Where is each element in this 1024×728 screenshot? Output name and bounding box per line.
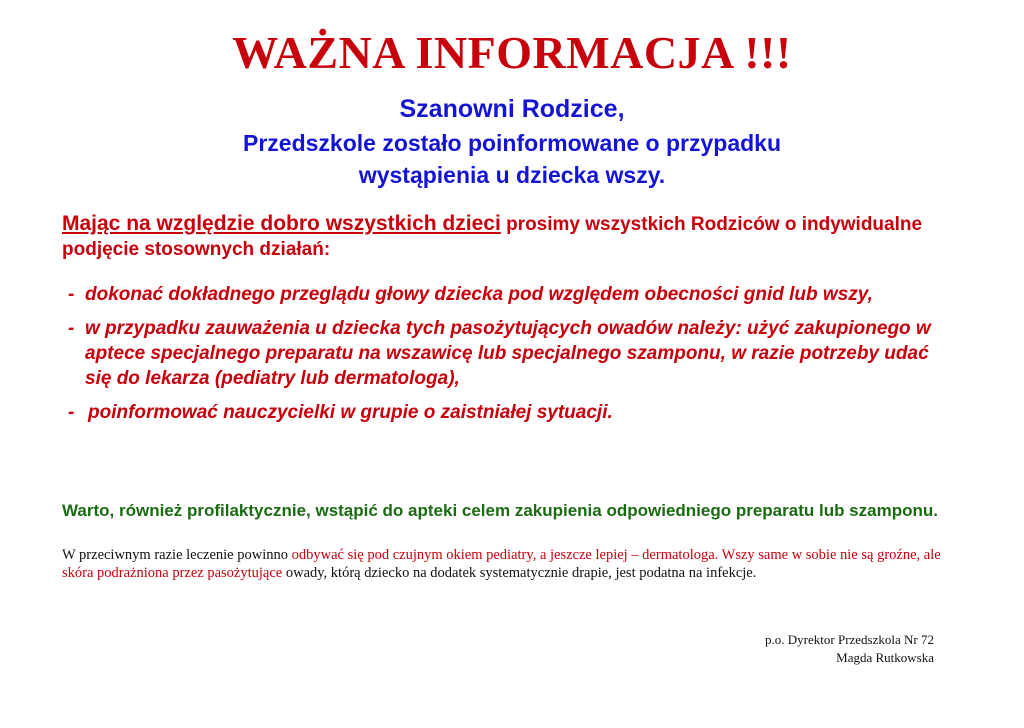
action-item-text: dokonać dokładnego przeglądu głowy dziecka pod względem obecności gnid lub wszy,: [85, 284, 873, 305]
signature-block: [765, 631, 934, 667]
list-dash: -: [68, 284, 75, 305]
note-text-part-2: odbywać się pod czujnym okiem pediatry, a jeszcze lepiej – dermatologa. Wszy same w sobie nie są groźne, ale skóra podrażniona przez pasożytujące: [62, 547, 941, 581]
page-title: WAŻNA INFORMACJA !!!: [232, 27, 792, 78]
action-item: [68, 282, 948, 307]
intro-text: prosimy wszystkich Rodziców o indywidualne podjęcie stosownych działań:: [62, 214, 923, 260]
action-item-text: w przypadku zauważenia u dziecka tych pasożytujących owadów należy: użyć zakupionego w aptece specjalnego preparatu na wszawicę lub specjalnego szamponu, w razie potrzeby udać się do lekarza (pediatry lub dermatologa),: [85, 318, 931, 389]
signature-title: p.o. Dyrektor Przedszkola Nr 72: [765, 632, 934, 647]
note-text-part-1: W przeciwnym razie leczenie powinno: [62, 547, 292, 563]
action-list: [68, 282, 948, 434]
greeting-salutation: Szanowni Rodzice,: [399, 95, 625, 123]
note-text-part-3: owady, którą dziecko na dodatek systematycznie drapie, jest podatna na infekcje.: [282, 565, 757, 581]
list-dash: -: [68, 318, 75, 339]
action-item: [68, 316, 948, 391]
signature-name: Magda Rutkowska: [836, 650, 934, 665]
intro-paragraph: [62, 211, 982, 262]
greeting-block: [0, 91, 1024, 191]
greeting-line-2: wystąpienia u dziecka wszy.: [358, 162, 666, 188]
action-item: [68, 400, 948, 425]
greeting-line-1: Przedszkole zostało poinformowane o przypadku: [242, 130, 782, 156]
action-item-text: poinformować nauczycielki w grupie o zaistniałej sytuacji.: [88, 402, 613, 423]
list-dash: -: [68, 402, 75, 423]
advice-paragraph: Warto, również profilaktycznie, wstąpić do apteki celem zakupienia odpowiedniego preparatu lub szamponu.: [62, 501, 938, 520]
note-paragraph: [62, 546, 972, 582]
intro-underlined-text: Mając na względzie dobro wszystkich dzieci: [62, 212, 501, 235]
